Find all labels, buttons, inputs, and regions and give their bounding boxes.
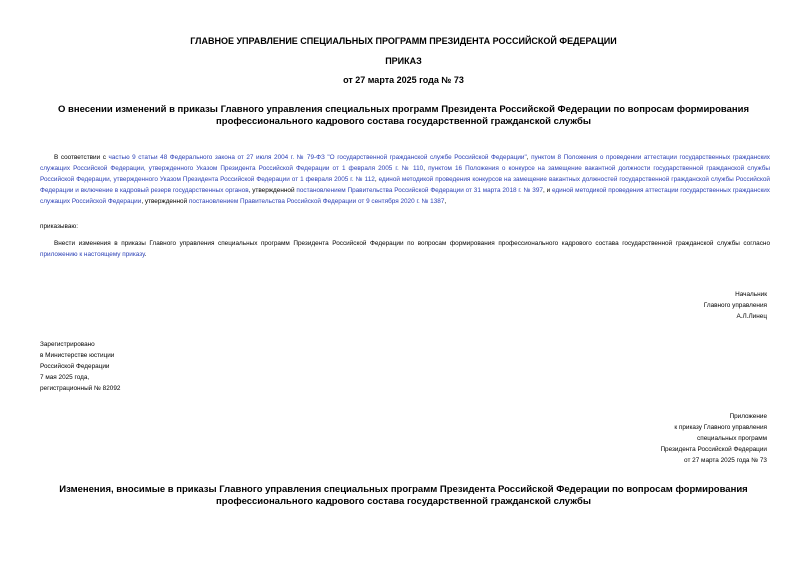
preamble-text: , [526, 154, 532, 161]
registration-block [40, 339, 120, 394]
registration-line: в Министерстве юстиции [40, 352, 115, 359]
signature-name: А.Л.Линец [736, 313, 767, 320]
registration-line: Российской Федерации [40, 363, 110, 370]
preamble-text: , [374, 176, 379, 183]
directive-paragraph [40, 238, 770, 260]
signature-line: Начальник [735, 291, 767, 298]
preamble-text: , [444, 198, 447, 205]
doc-type-heading: ПРИКАЗ [385, 56, 422, 66]
changes-title-line: профессионального кадрового состава государственной гражданской службы [216, 496, 591, 507]
preamble-text: , и [542, 187, 552, 194]
appendix-line: Президента Российской Федерации [660, 446, 767, 453]
order-title-line: профессионального кадрового состава государственной гражданской службы [216, 116, 591, 127]
signature-block [620, 289, 767, 322]
appendix-line: Приложение [729, 413, 767, 420]
preamble-paragraph [40, 152, 770, 207]
appendix-line: от 27 марта 2025 года № 73 [684, 457, 767, 464]
competition-method-link[interactable]: единой методикой проведения конкурсов на замещение вакантных должностей государственной гражданской службы Российской Федерации и включение в кадровый резерв государственных органов [40, 176, 770, 194]
directive-end: . [144, 251, 147, 258]
registration-line: Зарегистрировано [40, 341, 95, 348]
appendix-link[interactable]: приложению к настоящему приказу [40, 251, 145, 258]
resolution-1387-link[interactable]: постановлением Правительства Российской Федерации от 9 сентября 2020 г. № 1387 [188, 198, 445, 205]
preamble-text: , утвержденной [248, 187, 297, 194]
registration-number: регистрационный № 82092 [40, 385, 121, 392]
decree-112-link[interactable]: пунктом 16 Положения о конкурсе на замещение вакантной должности государственной гражданской службы Российской Федерации, утвержденного Указом Президента Российской Федерации от 1 февраля 2005 г. № 112 [40, 165, 770, 183]
directive-text: Внести изменения в приказы Главного управления специальных программ Президента Российской Федерации по вопросам формирования профессионального кадрового состава государственной гражданской службы согласно [54, 240, 770, 247]
resolution-397-link[interactable]: постановлением Правительства Российской Федерации от 31 марта 2018 г. № 397 [296, 187, 543, 194]
order-word: приказываю: [40, 223, 78, 230]
organization-heading: ГЛАВНОЕ УПРАВЛЕНИЕ СПЕЦИАЛЬНЫХ ПРОГРАММ ПРЕЗИДЕНТА РОССИЙСКОЙ ФЕДЕРАЦИИ [190, 36, 617, 46]
order-title-line: О внесении изменений в приказы Главного управления специальных программ Президента Российской Федерации по вопросам формирования [57, 104, 750, 115]
appendix-line: к приказу Главного управления [674, 424, 767, 431]
changes-title [0, 484, 807, 508]
decree-110-link[interactable]: пунктом 8 Положения о проведении аттестации государственных гражданских служащих Российской Федерации, утвержденного Указом Президента Российской Федерации от 1 февраля 2005 г. № 110 [40, 154, 770, 172]
registration-date: 7 мая 2025 года, [40, 374, 90, 381]
preamble-text: В соответствии с [54, 154, 109, 161]
law-link[interactable]: частью 9 статьи 48 Федерального закона от 27 июля 2004 г. № 79-ФЗ "О государственной гражданской службе Российской Федерации" [108, 154, 527, 161]
changes-title-line: Изменения, вносимые в приказы Главного управления специальных программ Президента Российской Федерации по вопросам формирования [59, 484, 748, 495]
appendix-block [600, 411, 767, 466]
date-number-heading: от 27 марта 2025 года № 73 [343, 75, 464, 85]
preamble-text: , утвержденной [141, 198, 189, 205]
preamble-text: , [423, 165, 429, 172]
order-title [0, 104, 807, 128]
appendix-line: специальных программ [697, 435, 767, 442]
signature-line: Главного управления [703, 302, 767, 309]
attestation-method-link[interactable]: единой методикой проведения аттестации государственных гражданских служащих Российской Федерации [40, 187, 771, 205]
